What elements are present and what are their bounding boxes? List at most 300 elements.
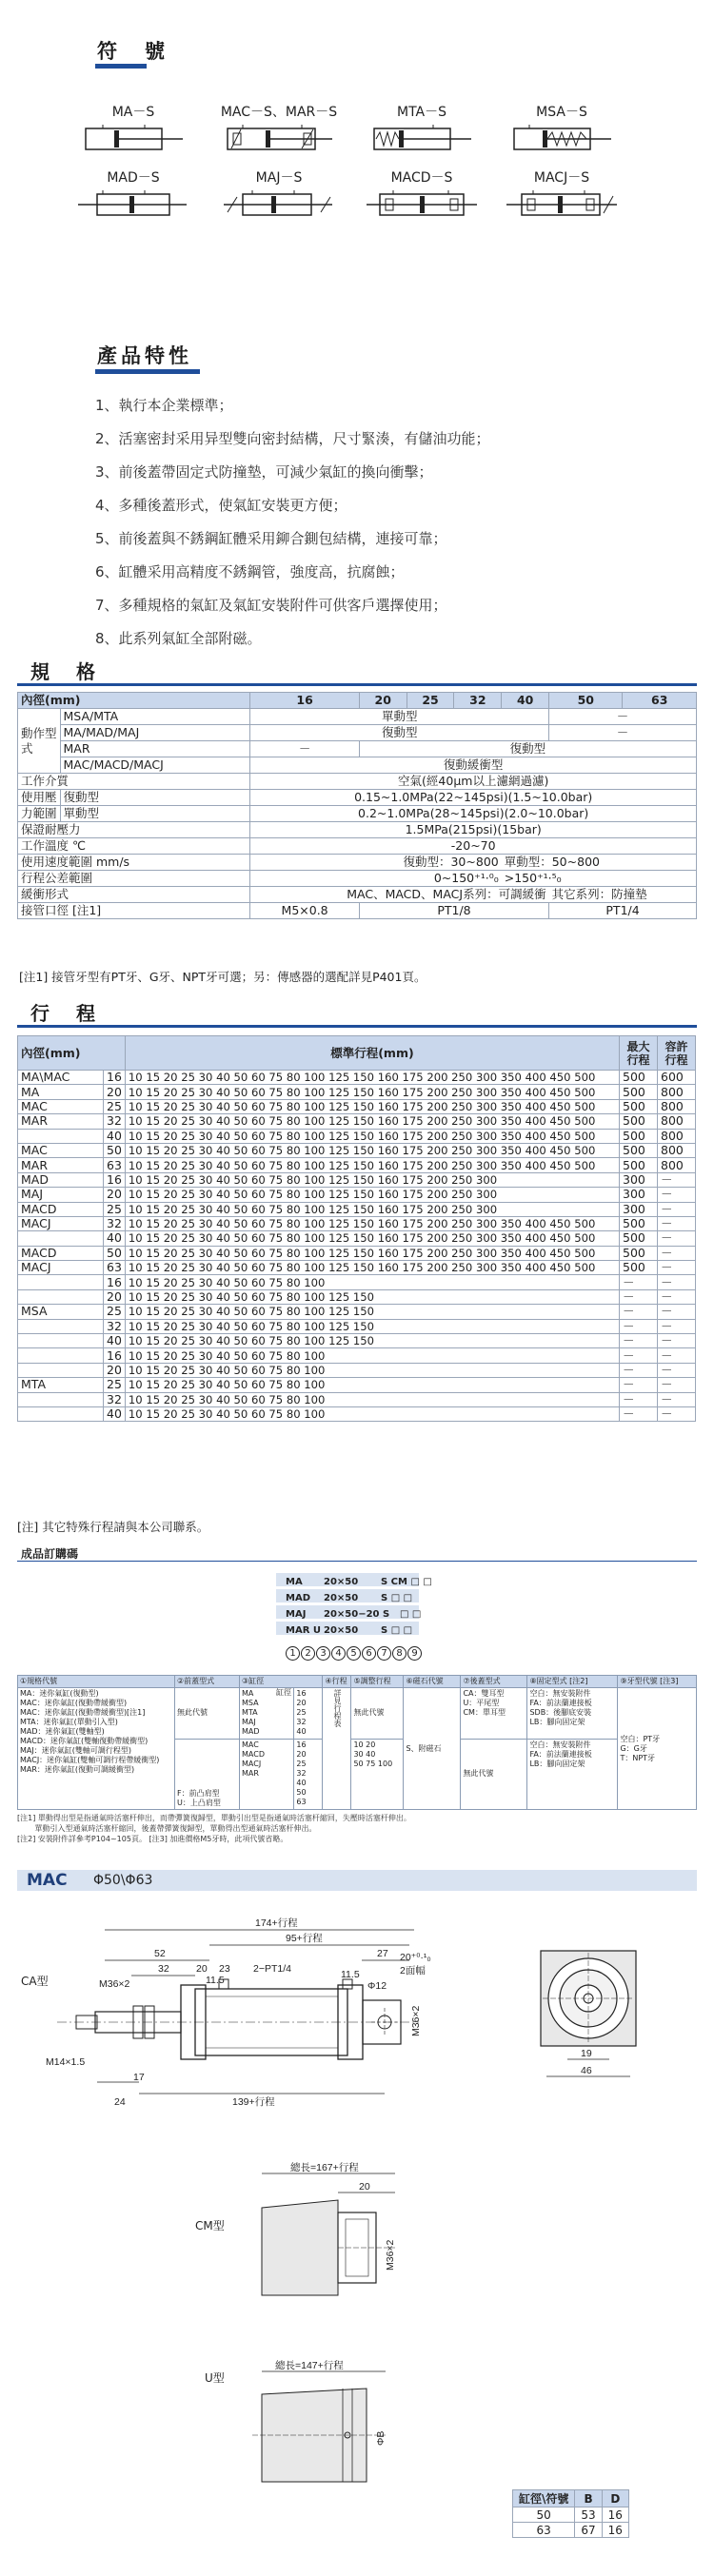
dim-32: 32 (158, 1963, 169, 1975)
spec-note: [注1] 接管牙型有PT牙、G牙、NPT牙可選；另：傳感器的選配詳見P401頁。 (19, 970, 426, 984)
spec-value: － (549, 709, 697, 725)
order-rear-a: CA：雙耳型 U：平尾型 CM：單耳型 (461, 1688, 527, 1740)
stroke-row (18, 1406, 696, 1421)
stroke-max: － (620, 1334, 658, 1348)
stroke-allow: － (658, 1261, 696, 1275)
position-number: 9 (407, 1646, 422, 1661)
stroke-row (18, 1275, 696, 1289)
stroke-bore: 25 (104, 1202, 126, 1216)
stroke-model: MA (18, 1085, 104, 1099)
stroke-row (18, 1261, 696, 1275)
stroke-max: － (620, 1319, 658, 1333)
order-front-b: F：前凸肩型 U：上凸肩型 (175, 1739, 240, 1809)
stroke-row (18, 1246, 696, 1260)
spec-value: 單動型 (250, 709, 549, 725)
spec-value: 其它系列：防撞墊 (549, 887, 697, 903)
spec-title-bar (17, 683, 697, 686)
stroke-allow: － (658, 1305, 696, 1319)
stroke-model: MACJ (18, 1261, 104, 1275)
stroke-row (18, 1319, 696, 1333)
stroke-values: 10 15 20 25 30 40 50 60 75 80 100 125 150 160 175 200 250 300 350 400 450 500 (125, 1129, 619, 1143)
bd-header: D (602, 2490, 628, 2507)
stroke-model (18, 1231, 104, 1246)
order-size: 20×50 (324, 1625, 359, 1636)
stroke-values: 10 15 20 25 30 40 50 60 75 80 100 125 150 160 175 200 250 300 350 400 450 500 (125, 1231, 619, 1246)
order-col-header: ⑥磁石代號 (404, 1676, 461, 1688)
stroke-bore: 63 (104, 1261, 126, 1275)
spec-header-16: 16 (250, 693, 359, 709)
stroke-bore: 32 (104, 1319, 126, 1333)
stroke-allow: 600 (658, 1071, 696, 1085)
checkbox-icon: □ □ (400, 1609, 422, 1620)
spec-row-label: 復動型 (60, 790, 250, 806)
spec-header-63: 63 (623, 693, 697, 709)
stroke-values: 10 15 20 25 30 40 50 60 75 80 100 (125, 1378, 619, 1392)
spec-value: － (250, 741, 359, 757)
order-notes: [注1] 單動得出型是指通氣時活塞杆伸出，而帶彈簧復歸型，單動引出型是指通氣時活塞杆縮回，失壓時活塞杆伸出。 單動引入型通氣時活塞杆縮回，後蓋帶彈簧復歸型，單動得出型通氣時活塞杆伸出。 [注2] 安裝附件詳參考P104~105頁。 [注3] 加進價格M5牙時，此項代號省略。 (17, 1814, 411, 1843)
stroke-allow: － (658, 1289, 696, 1304)
stroke-values: 10 15 20 25 30 40 50 60 75 80 100 (125, 1363, 619, 1377)
order-model: MAR U (286, 1625, 321, 1636)
dim-11-5a: 11.5 (206, 1975, 225, 1986)
stroke-model (18, 1348, 104, 1363)
order-col-header: ②前蓋型式 (175, 1676, 240, 1688)
stroke-bore: 20 (104, 1085, 126, 1099)
order-model: MAD (286, 1593, 310, 1603)
spec-header-20: 20 (359, 693, 407, 709)
spec-row-label: 力範圍 (18, 806, 61, 822)
bd-cell: 16 (602, 2523, 628, 2538)
stroke-row (18, 1158, 696, 1172)
mac-cm-drawing (243, 2160, 414, 2303)
stroke-values: 10 15 20 25 30 40 50 60 75 80 100 125 150 160 175 200 250 300 350 400 450 500 (125, 1246, 619, 1260)
symbol-label: MAC－S、MAR－S (220, 105, 338, 120)
position-number: 5 (347, 1646, 361, 1661)
spec-value: 復動型：30~800 (250, 855, 502, 871)
stroke-max: － (620, 1305, 658, 1319)
stroke-bore: 20 (104, 1289, 126, 1304)
cm-dim-20: 20 (359, 2181, 370, 2193)
feature-item: 4、多種後蓋形式，使氣缸安裝更方便； (95, 497, 347, 514)
stroke-values: 10 15 20 25 30 40 50 60 75 80 100 (125, 1406, 619, 1421)
double-rod-symbol-icon (76, 187, 190, 220)
stroke-row (18, 1334, 696, 1348)
position-number: 3 (316, 1646, 330, 1661)
order-position-numbers (286, 1642, 423, 1661)
stroke-allow: 800 (658, 1129, 696, 1143)
spec-row-label: 工作溫度 ℃ (18, 838, 250, 855)
order-front-a: 無此代號 (175, 1688, 240, 1740)
stroke-values: 10 15 20 25 30 40 50 60 75 80 100 125 150 (125, 1305, 619, 1319)
order-bore-header-tag: 缸徑 (276, 1688, 291, 1697)
feature-item: 7、多種規格的氣缸及氣缸安裝附件可供客戶選擇使用； (95, 597, 447, 614)
symbol-msa-s (490, 103, 633, 154)
order-suffix: S CM (381, 1577, 407, 1587)
stroke-model: MAJ (18, 1188, 104, 1202)
stroke-model (18, 1363, 104, 1377)
dim-46: 46 (581, 2065, 592, 2076)
order-model: MAJ (286, 1609, 307, 1620)
stroke-values: 10 15 20 25 30 40 50 60 75 80 100 125 150 160 175 200 250 300 350 400 450 500 (125, 1114, 619, 1129)
dim-m14: M14×1.5 (46, 2056, 86, 2068)
stroke-row (18, 1305, 696, 1319)
double-rod-cushion-symbol-icon (365, 187, 479, 220)
order-mag: S、附磁石 (404, 1688, 461, 1810)
stroke-values: 10 15 20 25 30 40 50 60 75 80 100 125 150 160 175 200 250 300 350 400 450 500 (125, 1216, 619, 1230)
spec-row-label: 使用速度範圍 mm/s (18, 855, 250, 871)
order-bore-models-a: MA MSA MTA MAJ MAD (240, 1688, 294, 1740)
stroke-model: MAR (18, 1114, 104, 1129)
stroke-row (18, 1188, 696, 1202)
stroke-allow: － (658, 1363, 696, 1377)
symbol-label: MACJ－S (533, 170, 590, 186)
order-model: MA (286, 1577, 303, 1587)
dim-19: 19 (581, 2048, 592, 2059)
stroke-values: 10 15 20 25 30 40 50 60 75 80 100 (125, 1348, 619, 1363)
spec-row-label: MA/MAD/MAJ (60, 725, 250, 741)
cm-dim-total: 總長=167+行程 (290, 2162, 359, 2173)
order-title-bar (17, 1561, 697, 1562)
cushion-cylinder-symbol-icon (222, 122, 336, 154)
stroke-max: 500 (620, 1246, 658, 1260)
stroke-model (18, 1406, 104, 1421)
feature-item: 3、前後蓋帶固定式防撞墊，可減少氣缸的換向衝擊； (95, 463, 433, 481)
stroke-values: 10 15 20 25 30 40 50 60 75 80 100 (125, 1392, 619, 1406)
stroke-bore: 20 (104, 1188, 126, 1202)
spec-header-40: 40 (502, 693, 549, 709)
stroke-max: 300 (620, 1202, 658, 1216)
feature-item: 5、前後蓋與不銹鋼缸體采用鉚合鍘包結構，連接可靠； (95, 530, 447, 547)
stroke-allow: － (658, 1202, 696, 1216)
spec-value: 0.15~1.0MPa(22~145psi)(1.5~10.0bar) (250, 790, 697, 806)
stroke-model: MAC (18, 1099, 104, 1113)
stroke-max: 500 (620, 1099, 658, 1113)
spec-row-label: 工作介質 (18, 774, 250, 790)
order-stroke-txt: 詳見行程表 (323, 1688, 351, 1810)
position-number: 7 (377, 1646, 391, 1661)
symbol-label: MSA－S (536, 105, 587, 120)
dim-20: 20 (196, 1963, 208, 1975)
bd-header: B (575, 2490, 602, 2507)
stroke-bore: 40 (104, 1334, 126, 1348)
order-thread: 空白：PT牙 G：G牙 T：NPT牙 (618, 1688, 697, 1810)
stroke-allow: － (658, 1392, 696, 1406)
spec-header-50: 50 (549, 693, 623, 709)
spec-value: M5×0.8 (250, 903, 359, 919)
stroke-max: － (620, 1392, 658, 1406)
dim-95: 95+行程 (286, 1933, 323, 1944)
stroke-row (18, 1202, 696, 1216)
order-adj-b: 10 20 30 40 50 75 100 (351, 1739, 404, 1809)
stroke-model (18, 1392, 104, 1406)
stroke-row (18, 1071, 696, 1085)
adjustable-cushion-symbol-icon (505, 187, 619, 220)
stroke-allow: － (658, 1406, 696, 1421)
stroke-values: 10 15 20 25 30 40 50 60 75 80 100 125 150 160 175 200 250 300 (125, 1202, 619, 1216)
stroke-max: － (620, 1275, 658, 1289)
feature-item: 8、此系列氣缸全部附磁。 (95, 630, 262, 647)
stroke-header-allow: 容許行程 (658, 1036, 696, 1071)
checkbox-icon: □ □ (410, 1577, 432, 1587)
stroke-allow: 800 (658, 1143, 696, 1157)
order-bore-sizes-b: 16 20 25 32 40 50 63 (294, 1739, 323, 1809)
order-col-header: ⑤調整行程 (351, 1676, 404, 1688)
stroke-table (17, 1035, 696, 1422)
dim-17: 17 (133, 2072, 145, 2083)
features-title: 產品特性 (97, 344, 192, 367)
stroke-max: － (620, 1363, 658, 1377)
order-col-header: ③缸徑 (240, 1676, 323, 1688)
stroke-max: 500 (620, 1085, 658, 1099)
dim-m36b: M36×2 (410, 2005, 422, 2036)
spec-value: PT1/4 (549, 903, 697, 919)
symbol-maj-s (208, 168, 350, 220)
dim-tol: 20⁺⁰·¹₀ (400, 1952, 431, 1963)
spec-value: 復動緩衝型 (250, 757, 697, 774)
stroke-model: MAD (18, 1172, 104, 1187)
spec-value: － (549, 725, 697, 741)
stroke-allow: － (658, 1172, 696, 1187)
stroke-row (18, 1378, 696, 1392)
order-title: 成品訂購碼 (21, 1547, 79, 1561)
stroke-model: MA\MAC (18, 1071, 104, 1085)
spec-header-32: 32 (454, 693, 502, 709)
stroke-row (18, 1216, 696, 1230)
order-size: 20×50 (324, 1577, 359, 1587)
dim-phi12: Φ12 (367, 1980, 387, 1992)
order-size: 20×50−20 S (324, 1609, 390, 1620)
stroke-bore: 50 (104, 1246, 126, 1260)
stroke-allow: － (658, 1275, 696, 1289)
u-dim-total: 總長=147+行程 (275, 2360, 344, 2371)
features-title-bar (95, 369, 200, 374)
stroke-bore: 32 (104, 1392, 126, 1406)
order-fix-b: 空白：無安裝附件 FA：前法蘭連接板 LB：腳向固定架 (527, 1739, 618, 1809)
checkbox-icon: □ □ (390, 1625, 413, 1636)
mac-end-view (533, 1941, 647, 2094)
order-bore-models-b: MAC MACD MACJ MAR (240, 1739, 294, 1809)
stroke-allow: － (658, 1334, 696, 1348)
stroke-header-bore: 內徑(mm) (18, 1036, 126, 1071)
spec-row-label: 緩衝形式 (18, 887, 250, 903)
stroke-max: 300 (620, 1172, 658, 1187)
spec-value: 空氣(經40μm以上濾網過濾) (250, 774, 697, 790)
stroke-title-bar (17, 1025, 697, 1028)
order-col-header: ⑧固定型式 [注2] (527, 1676, 618, 1688)
stroke-model (18, 1319, 104, 1333)
position-number: 8 (392, 1646, 407, 1661)
symbols-title: 符 號 (97, 40, 169, 63)
symbol-mta-s (350, 103, 493, 154)
order-adj-a: 無此代號 (351, 1688, 404, 1740)
stroke-values: 10 15 20 25 30 40 50 60 75 80 100 125 150 160 175 200 250 300 350 400 450 500 (125, 1071, 619, 1085)
stroke-values: 10 15 20 25 30 40 50 60 75 80 100 (125, 1275, 619, 1289)
position-number: 2 (301, 1646, 315, 1661)
bd-cell: 63 (513, 2523, 575, 2538)
order-bore-sizes-a: 16 20 25 32 40 (294, 1688, 323, 1740)
stroke-model (18, 1289, 104, 1304)
stroke-max: 500 (620, 1158, 658, 1172)
position-number: 6 (362, 1646, 376, 1661)
feature-item: 1、執行本企業標準； (95, 397, 233, 414)
spec-value: 0~150⁺¹·⁰₀ (250, 871, 502, 887)
stroke-bore: 25 (104, 1099, 126, 1113)
order-fix-a: 空白：無安裝附件 FA：前法蘭連接板 SDB：後腳底安裝 LB：腳向固定架 (527, 1688, 618, 1740)
stroke-bore: 16 (104, 1071, 126, 1085)
cm-label: CM型 (195, 2219, 225, 2232)
spec-value: 單動型：50~800 (502, 855, 697, 871)
dim-52: 52 (154, 1948, 166, 1959)
dim-27: 27 (377, 1948, 388, 1959)
order-code-table (17, 1675, 697, 1810)
stroke-row (18, 1231, 696, 1246)
adjustable-stroke-symbol-icon (222, 187, 336, 220)
cm-dim-m36: M36×2 (385, 2239, 396, 2271)
symbol-label: MAD－S (107, 170, 160, 186)
spec-row-label: 接管口徑 [注1] (18, 903, 250, 919)
stroke-model (18, 1129, 104, 1143)
stroke-allow: 800 (658, 1158, 696, 1172)
stroke-bore: 16 (104, 1275, 126, 1289)
stroke-allow: － (658, 1231, 696, 1246)
stroke-values: 10 15 20 25 30 40 50 60 75 80 100 125 150 160 175 200 250 300 (125, 1188, 619, 1202)
stroke-row (18, 1289, 696, 1304)
stroke-row (18, 1363, 696, 1377)
stroke-bore: 16 (104, 1348, 126, 1363)
stroke-row (18, 1348, 696, 1363)
bd-cell: 50 (513, 2507, 575, 2523)
spec-row-label: 行程公差範圍 (18, 871, 250, 887)
stroke-bore: 25 (104, 1378, 126, 1392)
mac-title-bar (17, 1870, 697, 1891)
single-acting-symbol-icon (365, 122, 479, 154)
stroke-max: 500 (620, 1143, 658, 1157)
spec-value: 復動型 (359, 741, 696, 757)
dim-11-5b: 11.5 (341, 1969, 360, 1980)
stroke-allow: － (658, 1319, 696, 1333)
bd-table (512, 2489, 629, 2538)
stroke-bore: 16 (104, 1172, 126, 1187)
stroke-allow: － (658, 1188, 696, 1202)
spec-value: 復動型 (250, 725, 549, 741)
spec-title: 規 格 (30, 660, 99, 683)
dim-m36: M36×2 (99, 1978, 130, 1990)
spec-row-label: 保證耐壓力 (18, 822, 250, 838)
stroke-note: [注] 其它特殊行程請與本公司聯系。 (17, 1520, 209, 1534)
stroke-max: － (620, 1348, 658, 1363)
stroke-model (18, 1334, 104, 1348)
order-col-header: ①規格代號 (18, 1676, 175, 1688)
spec-header-bore: 內徑(mm) (18, 693, 250, 709)
spec-row-label: 單動型 (60, 806, 250, 822)
stroke-bore: 20 (104, 1363, 126, 1377)
symbol-ma-s (62, 103, 205, 154)
order-col-header: ⑦後蓋型式 (461, 1676, 527, 1688)
bd-cell: 16 (602, 2507, 628, 2523)
stroke-model: MAR (18, 1158, 104, 1172)
spec-value: PT1/8 (359, 903, 548, 919)
stroke-bore: 50 (104, 1143, 126, 1157)
dim-23: 23 (219, 1963, 230, 1975)
spec-action-label: 動作型式 (18, 709, 61, 774)
stroke-values: 10 15 20 25 30 40 50 60 75 80 100 125 150 (125, 1289, 619, 1304)
stroke-model: MSA (18, 1305, 104, 1319)
stroke-row (18, 1392, 696, 1406)
position-number: 4 (331, 1646, 346, 1661)
dim-pt: 2−PT1/4 (253, 1963, 291, 1975)
mac-u-drawing (243, 2360, 414, 2488)
spec-row-label: 使用壓 (18, 790, 61, 806)
symbols-title-bar (95, 64, 147, 69)
bd-cell: 53 (575, 2507, 602, 2523)
order-col-header: ⑨牙型代號 [注3] (618, 1676, 697, 1688)
stroke-values: 10 15 20 25 30 40 50 60 75 80 100 125 150 160 175 200 250 300 350 400 450 500 (125, 1261, 619, 1275)
stroke-allow: － (658, 1246, 696, 1260)
dim-total: 174+行程 (255, 1917, 298, 1929)
stroke-bore: 32 (104, 1114, 126, 1129)
stroke-max: 500 (620, 1114, 658, 1129)
bd-cell: 67 (575, 2523, 602, 2538)
stroke-values: 10 15 20 25 30 40 50 60 75 80 100 125 150 160 175 200 250 300 (125, 1172, 619, 1187)
symbol-macd-s (350, 168, 493, 220)
order-size: 20×50 (324, 1593, 359, 1603)
cylinder-symbol-icon (76, 122, 190, 154)
stroke-row (18, 1099, 696, 1113)
stroke-allow: － (658, 1216, 696, 1230)
stroke-max: 500 (620, 1216, 658, 1230)
spec-value: -20~70 (250, 838, 697, 855)
stroke-model: MAC (18, 1143, 104, 1157)
spec-table (17, 692, 697, 919)
stroke-header-std: 標準行程(mm) (125, 1036, 619, 1071)
stroke-values: 10 15 20 25 30 40 50 60 75 80 100 125 150 160 175 200 250 300 350 400 450 500 (125, 1143, 619, 1157)
stroke-model: MTA (18, 1378, 104, 1392)
stroke-row (18, 1114, 696, 1129)
stroke-max: 500 (620, 1231, 658, 1246)
stroke-model: MACJ (18, 1216, 104, 1230)
stroke-allow: － (658, 1348, 696, 1363)
dim-flats: 2面幅 (400, 1965, 426, 1976)
stroke-bore: 32 (104, 1216, 126, 1230)
symbol-label: MACD－S (390, 170, 453, 186)
stroke-values: 10 15 20 25 30 40 50 60 75 80 100 125 150 160 175 200 250 300 350 400 450 500 (125, 1099, 619, 1113)
dim-24: 24 (114, 2096, 126, 2108)
stroke-allow: 800 (658, 1099, 696, 1113)
spec-value: 0.2~1.0MPa(28~145psi)(2.0~10.0bar) (250, 806, 697, 822)
stroke-title: 行 程 (30, 1002, 99, 1025)
stroke-max: 300 (620, 1188, 658, 1202)
dim-139: 139+行程 (232, 2096, 275, 2108)
stroke-bore: 63 (104, 1158, 126, 1172)
spec-row-label: MAR (60, 741, 250, 757)
stroke-max: 500 (620, 1261, 658, 1275)
stroke-bore: 40 (104, 1231, 126, 1246)
stroke-row (18, 1143, 696, 1157)
ca-label: CA型 (21, 1975, 49, 1988)
spring-return-symbol-icon (505, 122, 619, 154)
stroke-max: 500 (620, 1071, 658, 1085)
stroke-values: 10 15 20 25 30 40 50 60 75 80 100 125 150 (125, 1334, 619, 1348)
stroke-allow: － (658, 1378, 696, 1392)
mac-sizes: Φ50\Φ63 (93, 1873, 153, 1888)
bd-header: 缸徑\符號 (513, 2490, 575, 2507)
mac-badge: MAC (27, 1871, 68, 1890)
position-number: 1 (286, 1646, 300, 1661)
stroke-allow: 800 (658, 1085, 696, 1099)
order-rear-b: 無此代號 (461, 1739, 527, 1809)
stroke-row (18, 1172, 696, 1187)
stroke-model: MACD (18, 1202, 104, 1216)
